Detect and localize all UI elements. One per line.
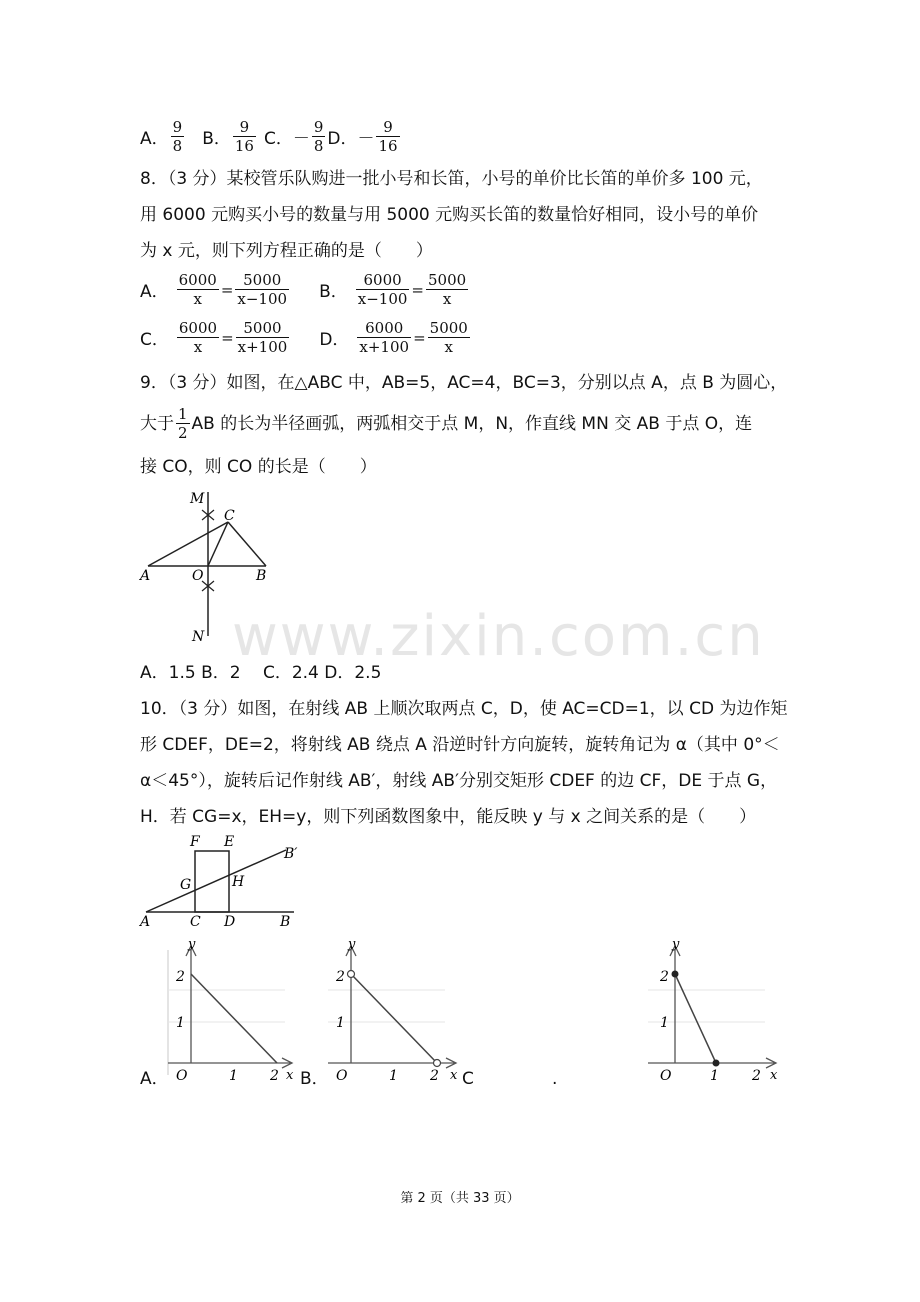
q8-option-a-left: $\frac{6000}{x}$ — [178, 271, 217, 308]
q9-line-2-prefix: 大于 — [140, 413, 174, 434]
q7-option-c-label: C． — [263, 129, 293, 149]
label-a: A — [140, 914, 151, 930]
q9-options: A．1.5 B．2 C．2.4 D．2.5 — [140, 663, 382, 683]
label-c: C — [190, 914, 201, 930]
q10-option-c-label: C — [462, 1069, 474, 1089]
q8-line-2: 用 6000 元购买小号的数量与用 5000 元购买长笛的数量恰好相同，设小号的单价 — [140, 205, 759, 225]
label-b: B — [280, 914, 291, 930]
q9-half-fraction: $\frac{1}{2}$ — [178, 405, 188, 442]
q10-graph-a — [160, 936, 300, 1086]
q8-line-3: 为 x 元，则下列方程正确的是（ ） — [140, 241, 433, 261]
q7-option-b-label: B． — [202, 129, 231, 149]
label-a: A — [140, 568, 151, 584]
x-tick-2: 2 — [752, 1068, 761, 1084]
page-footer: 第 2 页（共 33 页） — [400, 1191, 520, 1206]
y-tick-2: 2 — [176, 969, 185, 985]
axis-label-y: y — [672, 937, 680, 952]
x-tick-1: 1 — [229, 1068, 238, 1084]
open-endpoint — [434, 1060, 441, 1067]
label-h: H — [232, 874, 245, 890]
origin-label: O — [336, 1068, 348, 1084]
q7-option-a-fraction: $\frac{9}{8}$ — [172, 118, 183, 155]
y-tick-1: 1 — [336, 1015, 345, 1031]
q8-option-d-right: $\frac{5000}{x}$ — [429, 319, 468, 356]
closed-endpoint — [713, 1060, 720, 1067]
q7-option-d-label: D． — [327, 129, 358, 149]
label-e: E — [224, 834, 235, 850]
segment-bc — [228, 522, 266, 566]
equals-sign: = — [221, 328, 234, 347]
label-m: M — [190, 491, 205, 507]
rectangle-cdef — [195, 851, 229, 912]
q10-graph-d — [640, 936, 785, 1086]
graph-line — [675, 974, 716, 1063]
segment-co — [208, 522, 228, 566]
q10-line-1: 10．（3 分）如图，在射线 AB 上顺次取两点 C，D，使 AC=CD=1，以 CD 为边作矩 — [140, 699, 788, 719]
q8-options-row-1 — [140, 271, 470, 308]
watermark: www.zixin.com.cn — [232, 604, 765, 669]
label-o: O — [192, 568, 204, 584]
graph-line — [191, 974, 277, 1063]
q9-line-3: 接 CO，则 CO 的长是（ ） — [140, 457, 377, 477]
axis-label-x: x — [770, 1068, 778, 1083]
q10-option-b-label: B． — [300, 1069, 329, 1089]
x-tick-1: 1 — [389, 1068, 398, 1084]
q7-option-d-fraction: $\frac{9}{16}$ — [378, 118, 398, 155]
q8-option-c-label: C． — [140, 330, 169, 350]
origin-label: O — [176, 1068, 188, 1084]
label-f: F — [190, 834, 200, 850]
q8-option-c-right: $\frac{5000}{x+100}$ — [237, 319, 288, 356]
q7-option-a-label: A． — [140, 129, 169, 149]
q8-option-a-label: A． — [140, 282, 169, 302]
open-endpoint — [348, 971, 355, 978]
q9-line-1: 9．（3 分）如图，在△ABC 中，AB=5，AC=4，BC=3，分别以点 A，点 B 为圆心， — [140, 373, 788, 393]
y-tick-2: 2 — [336, 969, 345, 985]
q10-option-a-label: A． — [140, 1069, 169, 1089]
q10-line-3: α＜45°），旋转后记作射线 AB′，射线 AB′分别交矩形 CDEF 的边 CF，DE 于点 G， — [140, 771, 778, 791]
axis-label-x: x — [286, 1068, 294, 1083]
y-tick-1: 1 — [660, 1015, 669, 1031]
origin-label: O — [660, 1068, 672, 1084]
equals-sign: = — [411, 280, 424, 299]
q8-option-a-right: $\frac{5000}{x-100}$ — [237, 271, 288, 308]
equals-sign: = — [413, 328, 426, 347]
q8-option-b-label: B． — [319, 282, 348, 302]
q10-figure — [136, 832, 306, 932]
q8-option-d-label: D． — [319, 330, 350, 350]
q8-option-b-left: $\frac{6000}{x-100}$ — [357, 271, 408, 308]
q8-option-c-left: $\frac{6000}{x}$ — [178, 319, 218, 356]
axis-label-x: x — [450, 1068, 458, 1083]
ray-ab-prime — [146, 850, 286, 912]
q7-option-c-sign: － — [292, 129, 310, 149]
axis-label-y: y — [188, 937, 196, 952]
q7-option-c-fraction: $\frac{9}{8}$ — [313, 118, 324, 155]
label-b: B — [256, 568, 267, 584]
q7-option-d-sign: － — [357, 129, 375, 149]
q9-line-2 — [140, 405, 752, 442]
graph-line — [351, 974, 437, 1063]
y-tick-1: 1 — [176, 1015, 185, 1031]
q10-line-2: 形 CDEF，DE=2，将射线 AB 绕点 A 沿逆时针方向旋转，旋转角记为 α（其中 0°＜ — [140, 735, 780, 755]
closed-endpoint — [672, 971, 679, 978]
q9-line-2-suffix: AB 的长为半径画弧，两弧相交于点 M，N，作直线 MN 交 AB 于点 O，连 — [191, 413, 753, 434]
x-tick-2: 2 — [270, 1068, 279, 1084]
q8-option-d-left: $\frac{6000}{x+100}$ — [359, 319, 410, 356]
q8-line-1: 8．（3 分）某校管乐队购进一批小号和长笛，小号的单价比长笛的单价多 100 元， — [140, 169, 763, 189]
x-tick-2: 2 — [430, 1068, 439, 1084]
q7-option-b-fraction: $\frac{9}{16}$ — [234, 118, 254, 155]
q10-graph-b — [320, 936, 465, 1086]
q7-options — [140, 118, 402, 155]
segment-ac — [148, 522, 228, 566]
label-b-prime: B′ — [284, 846, 298, 862]
axis-label-y: y — [348, 937, 356, 952]
equals-sign: = — [220, 280, 234, 299]
q10-option-d-label: . — [552, 1069, 558, 1089]
label-c: C — [224, 508, 235, 524]
label-d: D — [224, 914, 236, 930]
label-n: N — [192, 629, 205, 645]
q8-option-b-right: $\frac{5000}{x}$ — [428, 271, 467, 308]
y-tick-2: 2 — [660, 969, 669, 985]
q8-options-row-2 — [140, 319, 472, 356]
q10-line-4: H．若 CG=x，EH=y，则下列函数图象中，能反映 y 与 x 之间关系的是（ ） — [140, 807, 757, 827]
x-tick-1: 1 — [710, 1068, 719, 1084]
label-g: G — [180, 877, 192, 893]
